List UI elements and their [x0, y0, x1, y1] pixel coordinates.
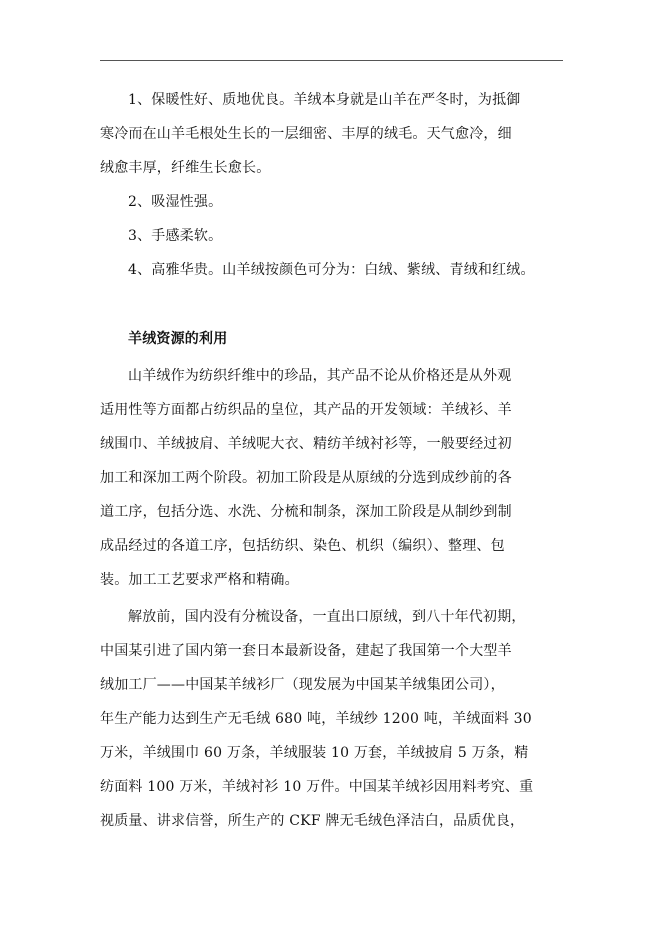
paragraph-1-line: 山羊绒作为纺织纤维中的珍品，其产品不论从价格还是从外观 [128, 368, 512, 384]
feature-list [100, 83, 570, 287]
list-item-4: 4、高雅华贵。山羊绒按颜色可分为：白绒、紫绒、青绒和红绒。 [128, 262, 535, 278]
paragraph-1-line: 适用性等方面都占纺织品的皇位，其产品的开发领域：羊绒衫、羊 [100, 402, 512, 418]
paragraph-2-line: 解放前，国内没有分梳设备，一直出口原绒，到八十年代初期， [128, 609, 526, 625]
section-heading: 羊绒资源的利用 [128, 331, 228, 347]
paragraph-2-line: 中国某引进了国内第一套日本最新设备，建起了我国第一个大型羊 [100, 643, 512, 659]
list-item-2: 2、吸湿性强。 [128, 194, 223, 210]
paragraph-2-line: 万米，羊绒围巾 60 万条，羊绒服装 10 万套，羊绒披肩 5 万条，精 [100, 745, 529, 761]
header-rule [100, 60, 563, 61]
list-item-1-line-3: 绒愈丰厚，纤维生长愈长。 [100, 160, 271, 176]
paragraph-2-line: 视质量、讲求信誉，所生产的 CKF 牌无毛绒色泽洁白，品质优良， [100, 813, 525, 829]
paragraph-1-line: 加工和深加工两个阶段。初加工阶段是从原绒的分选到成纱前的各 [100, 470, 512, 486]
paragraph-1-line: 道工序，包括分选、水洗、分梳和制条，深加工阶段是从制纱到制 [100, 504, 512, 520]
paragraph-1 [100, 359, 570, 597]
list-item-3: 3、手感柔软。 [128, 228, 223, 244]
paragraph-2-line: 绒加工厂——中国某羊绒衫厂（现发展为中国某羊绒集团公司）， [100, 677, 505, 693]
paragraph-2-line: 年生产能力达到生产无毛绒 680 吨，羊绒纱 1200 吨，羊绒面料 30 [100, 711, 532, 727]
paragraph-1-line: 装。加工工艺要求严格和精确。 [100, 572, 299, 588]
paragraph-2-line: 纺面料 100 万米，羊绒衬衫 10 万件。中国某羊绒衫因用料考究、重 [100, 779, 534, 795]
section-heading-block [100, 322, 570, 356]
list-item-1-line-2: 寒冷而在山羊毛根处生长的一层细密、丰厚的绒毛。天气愈冷，细 [100, 126, 512, 142]
paragraph-1-line: 绒围巾、羊绒披肩、羊绒呢大衣、精纺羊绒衬衫等，一般要经过初 [100, 436, 512, 452]
paragraph-1-line: 成品经过的各道工序，包括纺织、染色、机织（编织）、整理、包 [100, 538, 505, 554]
paragraph-2 [100, 600, 570, 838]
list-item-1-line-1: 1、保暖性好、质地优良。羊绒本身就是山羊在严冬时，为抵御 [128, 92, 521, 108]
